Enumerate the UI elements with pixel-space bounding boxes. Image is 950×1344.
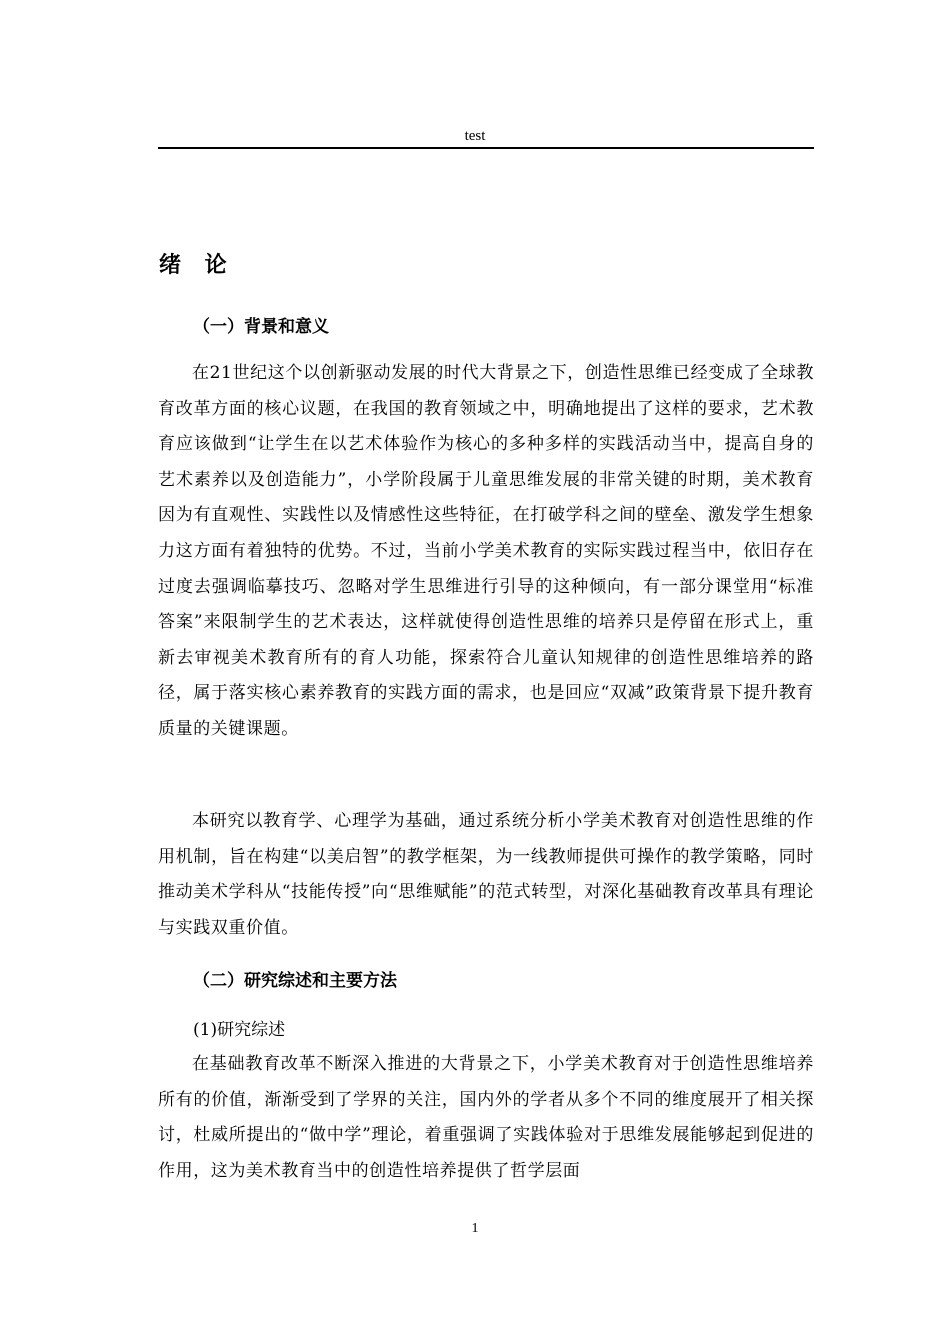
subsection-heading: (1)研究综述 <box>193 1020 286 1040</box>
body-paragraph: 在21世纪这个以创新驱动发展的时代大背景之下，创造性思维已经变成了全球教育改革方面的核心议题，在我国的教育领域之中，明确地提出了这样的要求，艺术教育应该做到“让学生在以艺术体验作为核心的多种多样的实践活动当中，提高自身的艺术素养以及创造能力”，小学阶段属于儿童思维发展的非常关键的时期，美术教育因为有直观性、实践性以及情感性这些特征，在打破学科之间的壁垒、激发学生想象力这方面有着独特的优势。不过，当前小学美术教育的实际实践过程当中，依旧存在过度去强调临摹技巧、忽略对学生思维进行引导的这种倾向，有一部分课堂用“标准答案”来限制学生的艺术表达，这样就使得创造性思维的培养只是停留在形式上，重新去审视美术教育所有的育人功能，探索符合儿童认知规律的创造性思维培养的路径，属于落实核心素养教育的实践方面的需求，也是回应“双减”政策背景下提升教育质量的关键课题。 <box>158 363 814 739</box>
body-paragraph: 本研究以教育学、心理学为基础，通过系统分析小学美术教育对创造性思维的作用机制，旨在构建“以美启智”的教学框架，为一线教师提供可操作的教学策略，同时推动美术学科从“技能传授”向“思维赋能”的范式转型，对深化基础教育改革具有理论与实践双重价值。 <box>158 811 814 938</box>
body-paragraph: 在基础教育改革不断深入推进的大背景之下，小学美术教育对于创造性思维培养所有的价值，渐渐受到了学界的关注，国内外的学者从多个不同的维度展开了相关探讨，杜威所提出的“做中学”理论，着重强调了实践体验对于思维发展能够起到促进的作用，这为美术教育当中的创造性培养提供了哲学层面 <box>158 1054 814 1181</box>
running-header: test <box>464 128 486 144</box>
page-number: 1 <box>471 1221 479 1236</box>
header-divider <box>158 147 814 149</box>
section-heading-background: （一）背景和意义 <box>193 317 329 337</box>
section-heading-review: （二）研究综述和主要方法 <box>193 971 397 991</box>
chapter-title: 绪 论 <box>159 253 235 278</box>
